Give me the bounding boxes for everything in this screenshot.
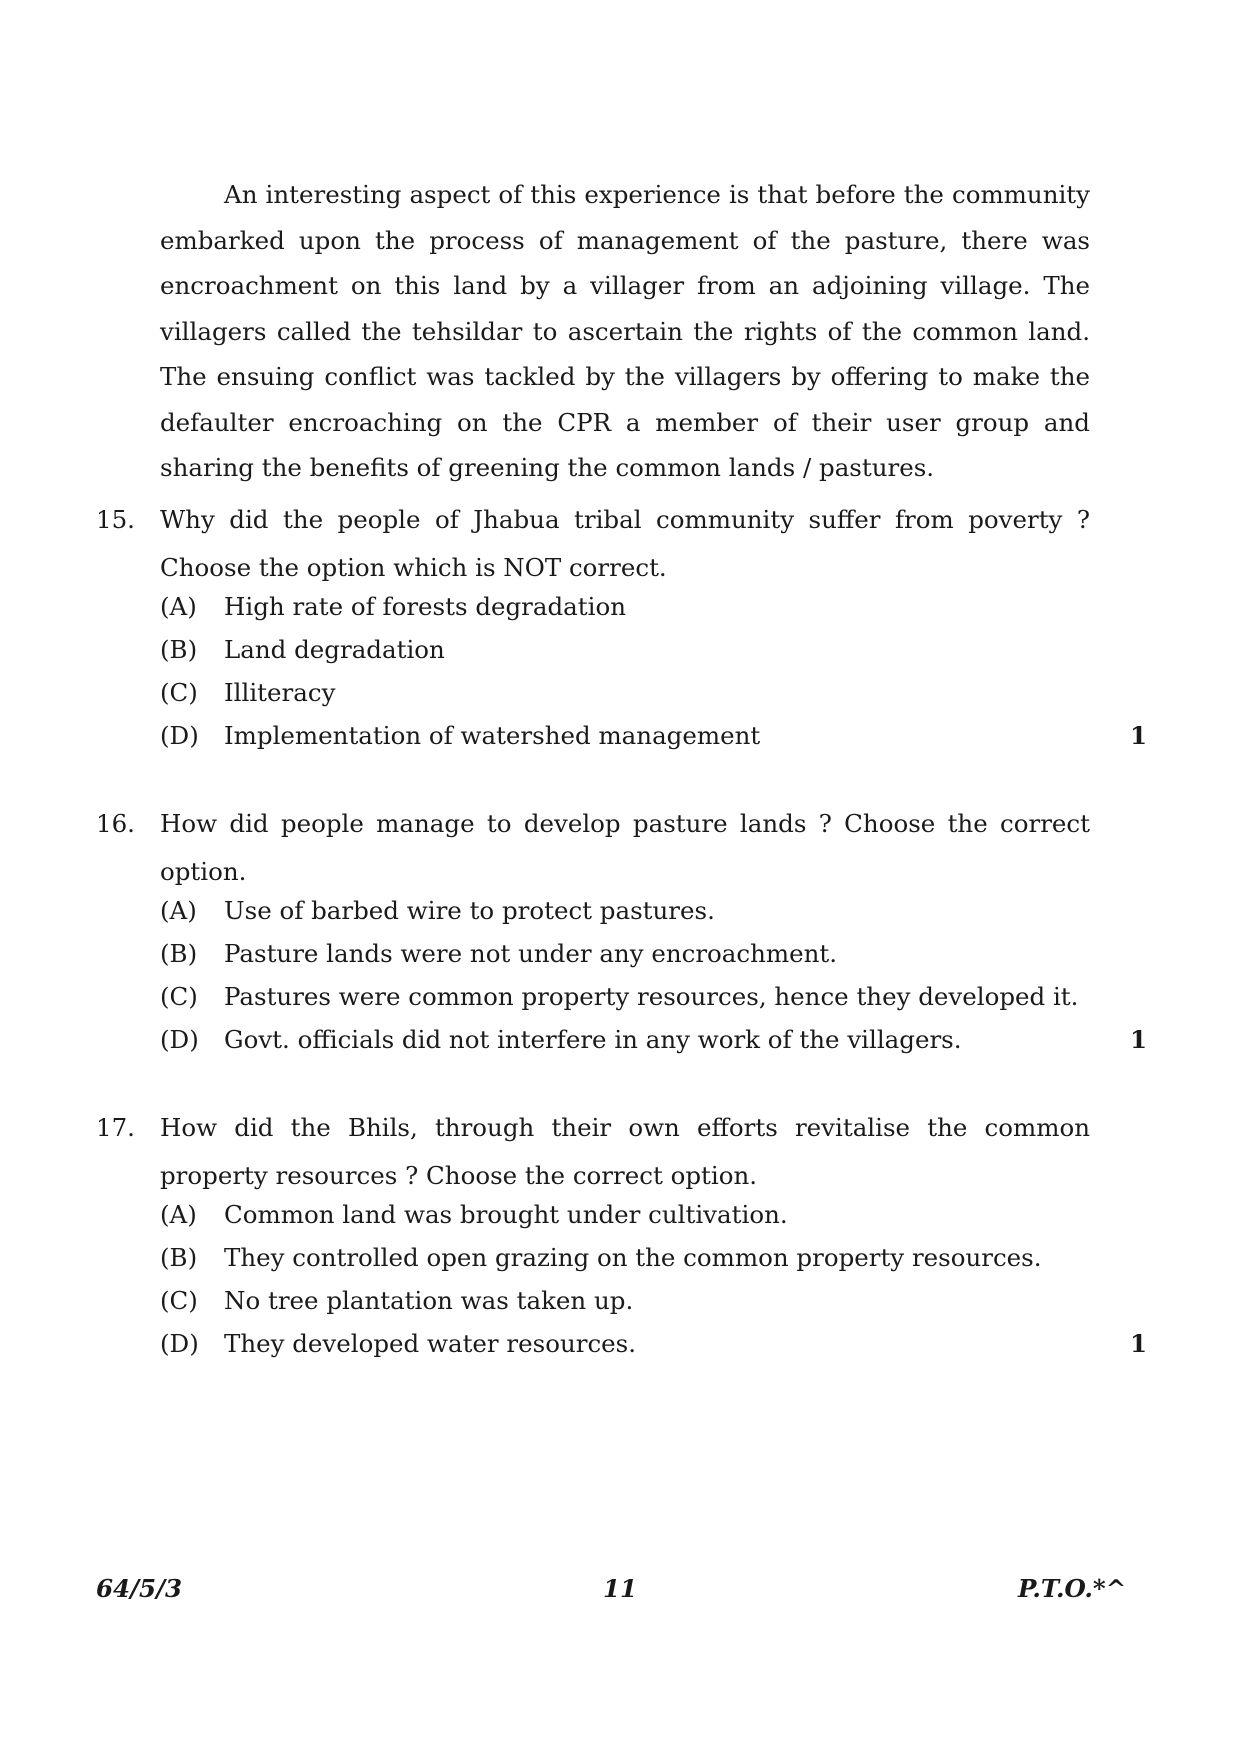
option-letter: (A) xyxy=(160,1200,197,1229)
option-text: Use of barbed wire to protect pastures. xyxy=(224,896,715,925)
marks-label: 1 xyxy=(1130,1025,1148,1054)
option-d xyxy=(160,1320,1120,1368)
option-c xyxy=(160,973,1120,1021)
question-text: Why did the people of Jhabua tribal community suffer from poverty ? Choose the option which is NOT correct. xyxy=(160,505,1090,582)
option-text: Land degradation xyxy=(224,635,445,664)
option-letter: (C) xyxy=(160,982,198,1011)
option-letter: (B) xyxy=(160,939,198,968)
marks-label: 1 xyxy=(1130,721,1148,750)
option-letter: (D) xyxy=(160,1329,199,1358)
option-c xyxy=(160,1277,1120,1325)
page-number: 11 xyxy=(603,1574,638,1603)
paper-code: 64/5/3 xyxy=(96,1574,183,1603)
question-number: 16. xyxy=(96,809,135,838)
question-number: 17. xyxy=(96,1113,135,1142)
option-text: They developed water resources. xyxy=(224,1329,637,1358)
option-a xyxy=(160,887,1120,935)
option-text: High rate of forests degradation xyxy=(224,592,627,621)
option-b xyxy=(160,930,1120,978)
option-letter: (B) xyxy=(160,1243,198,1272)
question-text: How did the Bhils, through their own efforts revitalise the common property resources ? Choose the correct option. xyxy=(160,1113,1090,1190)
option-c xyxy=(160,669,1120,717)
option-letter: (C) xyxy=(160,678,198,707)
option-text: Govt. officials did not interfere in any work of the villagers. xyxy=(224,1025,962,1054)
option-text: Common land was brought under cultivation. xyxy=(224,1200,788,1229)
option-text: Illiteracy xyxy=(224,678,336,707)
option-text: They controlled open grazing on the common property resources. xyxy=(224,1243,1042,1272)
option-letter: (D) xyxy=(160,1025,199,1054)
question-number: 15. xyxy=(96,505,135,534)
option-letter: (D) xyxy=(160,721,199,750)
option-b xyxy=(160,626,1120,674)
question-text: How did people manage to develop pasture lands ? Choose the correct option. xyxy=(160,809,1090,886)
option-letter: (A) xyxy=(160,592,197,621)
option-b xyxy=(160,1234,1120,1282)
option-text: No tree plantation was taken up. xyxy=(224,1286,634,1315)
passage-paragraph: An interesting aspect of this experience is that before the community embarked upon the process of management of the pasture, there was encroachment on this land by a villager from an adjoining village. The villagers called the tehsildar to ascertain the rights of the common land. The ensuing conflict was tackled by the villagers by offering to make the defaulter encroaching on the CPR a member of their user group and sharing the benefits of greening the common lands / pastures. xyxy=(160,180,1090,482)
option-letter: (B) xyxy=(160,635,198,664)
option-a xyxy=(160,1191,1120,1239)
option-letter: (A) xyxy=(160,896,197,925)
option-text: Pasture lands were not under any encroachment. xyxy=(224,939,838,968)
option-d xyxy=(160,1016,1120,1064)
marks-label: 1 xyxy=(1130,1329,1148,1358)
pto-label: P.T.O.*^ xyxy=(1018,1574,1127,1603)
option-d xyxy=(160,712,1120,760)
option-letter: (C) xyxy=(160,1286,198,1315)
option-text: Implementation of watershed management xyxy=(224,721,761,750)
option-a xyxy=(160,583,1120,631)
option-text: Pastures were common property resources, hence they developed it. xyxy=(224,982,1079,1011)
